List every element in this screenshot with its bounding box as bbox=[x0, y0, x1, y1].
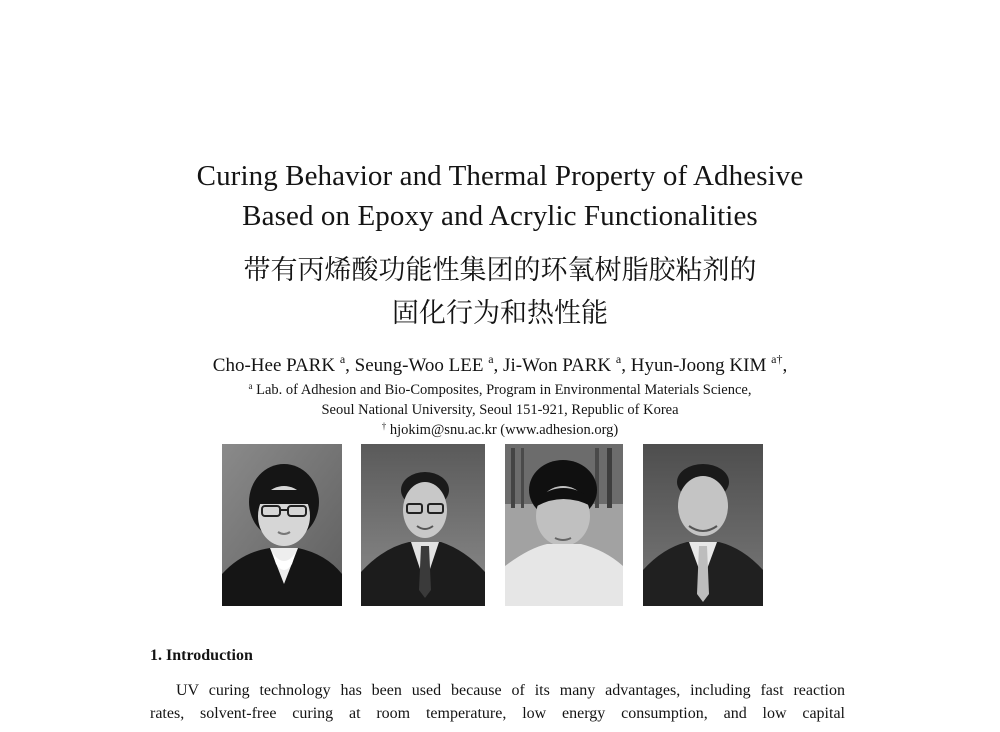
english-title-line-1: Curing Behavior and Thermal Property of Adhesive bbox=[196, 160, 804, 192]
author-photo-4 bbox=[643, 444, 763, 606]
author-separator: , bbox=[621, 355, 631, 376]
affiliation-text: Lab. of Adhesion and Bio-Composites, Program in Environmental Materials Science, bbox=[256, 382, 752, 398]
body-text-line-2: rates, solvent-free curing at room temperature, low energy consumption, and low capital bbox=[150, 705, 845, 722]
author-name: Hyun-Joong KIM bbox=[630, 355, 767, 376]
contact-line bbox=[0, 421, 1000, 440]
english-title-line-2: Based on Epoxy and Acrylic Functionalities bbox=[242, 200, 758, 232]
author-name: Seung-Woo LEE bbox=[354, 355, 484, 376]
english-title bbox=[0, 156, 1000, 236]
author-name: Ji-Won PARK bbox=[503, 355, 612, 376]
author-affiliation-mark: a bbox=[615, 352, 622, 366]
chinese-title-line-2: 固化行为和热性能 bbox=[392, 298, 608, 329]
author-separator: , bbox=[345, 355, 355, 376]
affiliation-line-2: Seoul National University, Seoul 151-921, Republic of Korea bbox=[321, 402, 679, 418]
author-affiliation-mark: a† bbox=[771, 352, 783, 366]
author-name: Cho-Hee PARK bbox=[212, 355, 336, 376]
author-list bbox=[0, 353, 1000, 379]
author-separator: , bbox=[493, 355, 504, 376]
section-heading: 1. Introduction bbox=[150, 647, 253, 664]
body-text-line-1: UV curing technology has been used because of its many advantages, including fast reaction bbox=[176, 682, 845, 699]
corresponding-mark: † bbox=[381, 421, 387, 431]
affiliation-line-1 bbox=[0, 381, 1000, 400]
author-affiliation-mark: a bbox=[488, 352, 494, 366]
author-photo-2 bbox=[361, 444, 485, 606]
affiliation-mark: a bbox=[248, 381, 253, 391]
chinese-title-line-1: 带有丙烯酸功能性集团的环氧树脂胶粘剂的 bbox=[243, 255, 757, 286]
author-affiliation-mark: a bbox=[339, 352, 346, 366]
author-separator: , bbox=[782, 355, 788, 376]
author-photo-3 bbox=[505, 444, 623, 606]
contact-email: hjokim@snu.ac.kr (www.adhesion.org) bbox=[389, 422, 619, 438]
author-photo-1 bbox=[222, 444, 342, 606]
